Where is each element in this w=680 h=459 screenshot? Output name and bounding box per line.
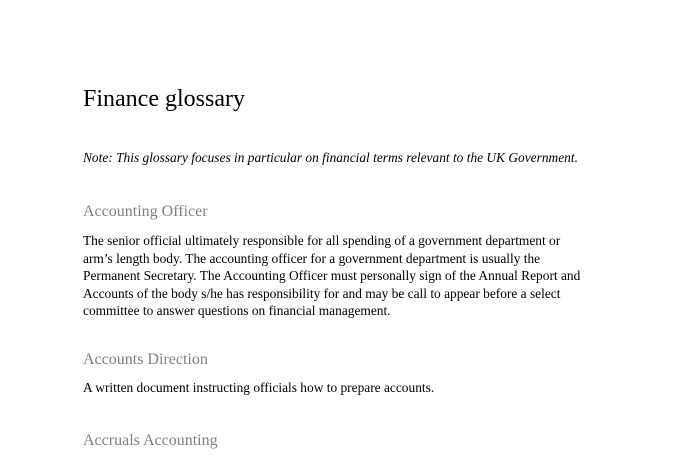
term-definition-accounts-direction [83,379,593,397]
definition-line: The senior official ultimately responsible for all spending of a government department or [83,233,561,248]
definition-line: arm’s length body. The accounting officer for a government department is usually the [83,250,541,266]
page-title: Finance glossary [83,86,245,112]
term-definition-accounting-officer [83,232,593,320]
glossary-note: Note: This glossary focuses in particular on financial terms relevant to the UK Government. [83,150,578,165]
term-heading-accruals-accounting: Accruals Accounting [83,432,218,449]
definition-line: committee to answer questions on financial management. [83,303,391,318]
term-heading-accounting-officer: Accounting Officer [83,203,208,220]
definition-line: Permanent Secretary. The Accounting Officer must personally sign of the Annual Report and [83,268,581,283]
definition-line: A written document instructing officials how to prepare accounts. [83,380,435,395]
definition-line: Accounts of the body s/he has responsibility for and may be call to appear before a select [83,285,561,301]
term-heading-accounts-direction: Accounts Direction [83,351,208,368]
